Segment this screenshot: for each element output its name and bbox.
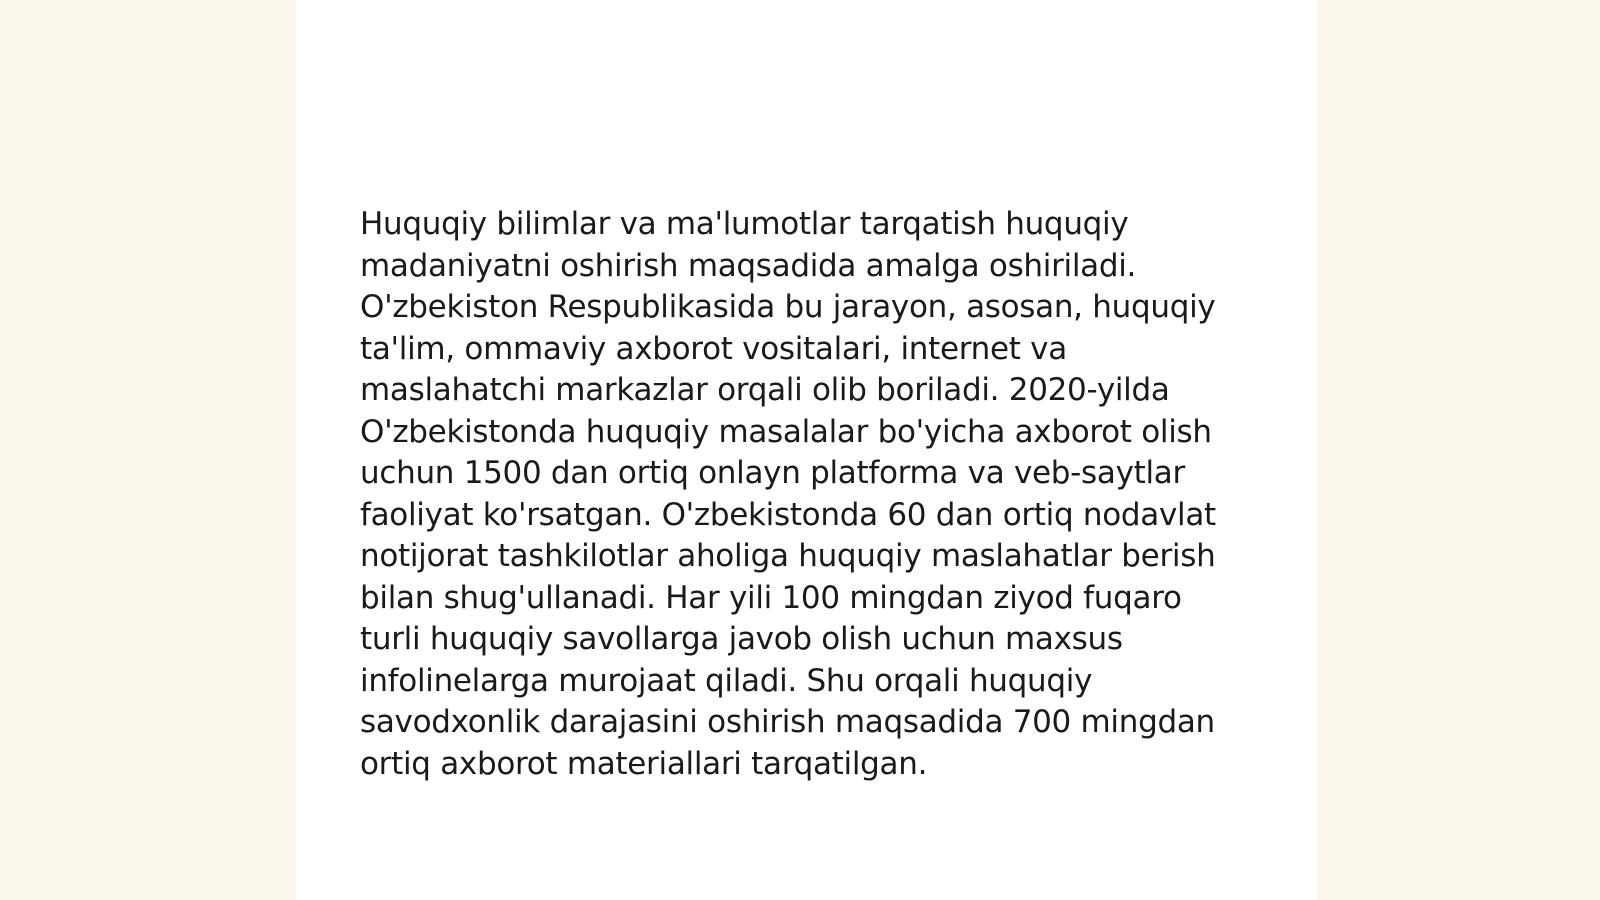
body-paragraph: Huquqiy bilimlar va ma'lumotlar tarqatish huquqiy madaniyatni oshirish maqsadida amalga oshiriladi. O'zbekiston Respublikasida bu jarayon, asosan, huquqiy ta'lim, ommaviy axborot vositalari, internet va maslahatchi markazlar orqali olib boriladi. 2020-yilda O'zbekistonda huquqiy masalalar bo'yicha axborot olish uchun 1500 dan ortiq onlayn platforma va veb-saytlar faoliyat ko'rsatgan. O'zbekistonda 60 dan ortiq nodavlat notijorat tashkilotlar aholiga huquqiy maslahatlar berish bilan shug'ullanadi. Har yili 100 mingdan ziyod fuqaro turli huquqiy savollarga javob olish uchun maxsus infolinelarga murojaat qiladi. Shu orqali huquqiy savodxonlik darajasini oshirish maqsadida 700 mingdan ortiq axborot materiallari tarqatilgan.: [360, 206, 1216, 782]
document-page: [296, 0, 1318, 900]
